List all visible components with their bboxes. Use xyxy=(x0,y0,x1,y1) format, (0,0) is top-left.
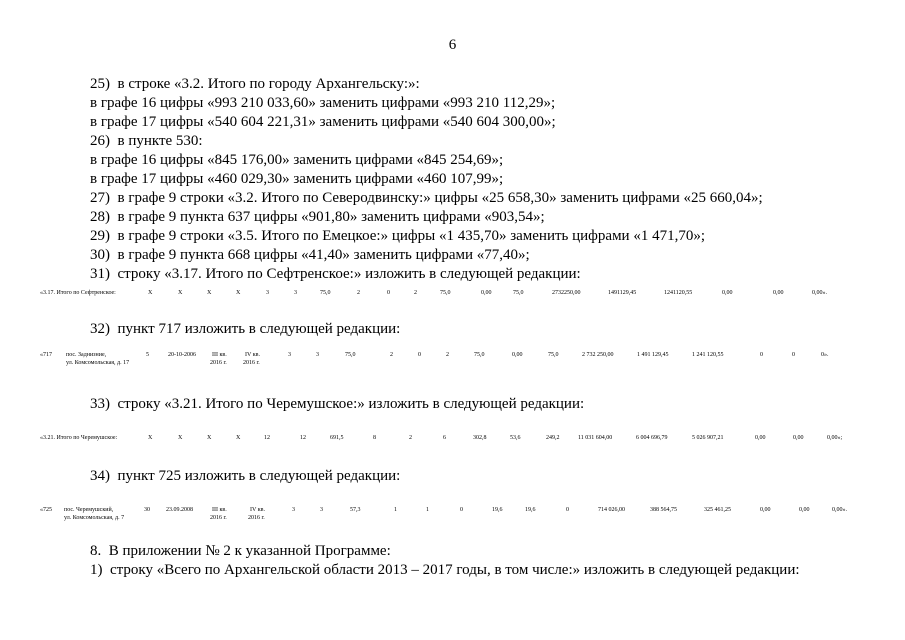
table-cell: X xyxy=(148,290,153,296)
table-cell: 3 xyxy=(316,352,319,358)
table-cell: 1 xyxy=(394,507,397,513)
table-cell: 2 xyxy=(414,290,417,296)
table-cell: 5 xyxy=(146,352,149,358)
table-cell: 0,00 xyxy=(755,435,766,441)
amendment-line-27: 27) в графе 9 строки «3.2. Итого по Северодвинску:» цифры «25 658,30» заменить цифрами «25 660,04»; xyxy=(90,190,763,206)
row-label: «3.21. Итого по Черемушское: xyxy=(40,435,118,441)
amendment-line-32: 32) пункт 717 изложить в следующей редакции: xyxy=(90,321,401,337)
table-cell: 0 xyxy=(792,352,795,358)
table-cell: 0,00 xyxy=(512,352,523,358)
table-cell: 75,0 xyxy=(513,290,524,296)
amendment-line-33: 33) строку «3.21. Итого по Черемушское:» изложить в следующей редакции: xyxy=(90,396,585,412)
table-cell: X xyxy=(207,435,212,441)
table-cell: 2732250,00 xyxy=(552,290,581,296)
amendment-line-26a: в графе 16 цифры «845 176,00» заменить цифрами «845 254,69»; xyxy=(90,152,504,168)
table-cell: X xyxy=(236,290,241,296)
table-cell: 3 xyxy=(294,290,297,296)
amendment-line-31: 31) строку «3.17. Итого по Сефтренское:» изложить в следующей редакции: xyxy=(90,266,581,282)
appendix-heading: 8. В приложении № 2 к указанной Программе: xyxy=(90,543,391,559)
table-cell: X xyxy=(178,435,183,441)
table-cell: 0 xyxy=(566,507,569,513)
table-cell: 3 xyxy=(320,507,323,513)
table-cell: 0». xyxy=(821,352,829,358)
table-cell: 57,3 xyxy=(350,507,361,513)
table-cell: 30 xyxy=(144,507,150,513)
table-cell: 0,00 xyxy=(793,435,804,441)
table-cell: 714 026,00 xyxy=(598,507,625,513)
table-cell: 1 491 129,45 xyxy=(637,352,669,358)
amendment-line-25b: в графе 17 цифры «540 604 221,31» заменить цифрами «540 604 300,00»; xyxy=(90,114,556,130)
table-cell: 3 xyxy=(292,507,295,513)
amendment-line-28: 28) в графе 9 пункта 637 цифры «901,80» заменить цифрами «903,54»; xyxy=(90,209,545,225)
table-cell: 0 xyxy=(387,290,390,296)
row-number: «717 xyxy=(40,352,52,358)
row-label: «3.17. Итого по Сефтренское: xyxy=(40,290,116,296)
table-cell: X xyxy=(178,290,183,296)
table-cell: 6 xyxy=(443,435,446,441)
table-cell: 0 xyxy=(418,352,421,358)
table-cell: IV кв. xyxy=(245,352,260,358)
table-cell: 2 xyxy=(409,435,412,441)
table-cell: 388 564,75 xyxy=(650,507,677,513)
table-cell: III кв. xyxy=(212,507,227,513)
table-cell: 0 xyxy=(460,507,463,513)
table-cell: 19,6 xyxy=(525,507,536,513)
table-cell: 75,0 xyxy=(474,352,485,358)
table-cell: X xyxy=(236,435,241,441)
table-cell: 325 461,25 xyxy=(704,507,731,513)
table-cell: 20-10-2006 xyxy=(168,352,196,358)
table-cell: 2016 г. xyxy=(243,360,260,366)
table-cell: 302,8 xyxy=(473,435,487,441)
table-cell: 0,00 xyxy=(481,290,492,296)
amendment-line-29: 29) в графе 9 строки «3.5. Итого по Емецкое:» цифры «1 435,70» заменить цифрами «1 471,70»; xyxy=(90,228,705,244)
page-number: 6 xyxy=(448,37,457,53)
table-cell: 2 xyxy=(390,352,393,358)
table-cell: 75,0 xyxy=(548,352,559,358)
table-cell: 0,00 xyxy=(722,290,733,296)
address-line-2: ул. Комсомольская, д. 7 xyxy=(64,515,125,521)
table-cell: 0,00». xyxy=(832,507,847,513)
table-cell: 691,5 xyxy=(330,435,344,441)
table-cell: 1 241 120,55 xyxy=(692,352,724,358)
table-cell: 75,0 xyxy=(440,290,451,296)
table-cell: 53,6 xyxy=(510,435,521,441)
table-cell: 23.09.2008 xyxy=(166,507,193,513)
table-cell: 0 xyxy=(760,352,763,358)
address-line-2: ул. Комсомольская, д. 17 xyxy=(66,360,130,366)
table-cell: 249,2 xyxy=(546,435,560,441)
amendment-line-25a: в графе 16 цифры «993 210 033,60» заменить цифрами «993 210 112,29»; xyxy=(90,95,556,111)
table-cell: 75,0 xyxy=(320,290,331,296)
amendment-line-26b: в графе 17 цифры «460 029,30» заменить цифрами «460 107,99»; xyxy=(90,171,504,187)
table-cell: 2016 г. xyxy=(210,515,227,521)
table-cell: 3 xyxy=(288,352,291,358)
table-cell: 6 004 696,79 xyxy=(636,435,668,441)
table-cell: 1491129,45 xyxy=(608,290,637,296)
table-cell: 11 031 604,00 xyxy=(578,435,613,441)
table-cell: 8 xyxy=(373,435,376,441)
appendix-line-1: 1) строку «Всего по Архангельской области 2013 – 2017 годы, в том числе:» изложить в следующей редакции: xyxy=(90,562,800,578)
amendment-line-26: 26) в пункте 530: xyxy=(90,133,203,149)
table-cell: 19,6 xyxy=(492,507,503,513)
table-cell: 3 xyxy=(266,290,269,296)
table-cell: X xyxy=(148,435,153,441)
table-cell: 2016 г. xyxy=(248,515,265,521)
row-number: «725 xyxy=(40,507,52,513)
table-cell: 2 xyxy=(446,352,449,358)
table-cell: 0,00». xyxy=(812,290,827,296)
table-cell: X xyxy=(207,290,212,296)
table-cell: 0,00 xyxy=(799,507,810,513)
amendment-line-30: 30) в графе 9 пункта 668 цифры «41,40» заменить цифрами «77,40»; xyxy=(90,247,530,263)
table-cell: 5 026 907,21 xyxy=(692,435,724,441)
table-cell: 1241120,55 xyxy=(664,290,693,296)
table-cell: 2 xyxy=(357,290,360,296)
table-cell: III кв. xyxy=(212,352,227,358)
table-cell: 2016 г. xyxy=(210,360,227,366)
table-cell: 12 xyxy=(264,435,270,441)
table-cell: 0,00»; xyxy=(827,435,843,441)
table-cell: 75,0 xyxy=(345,352,356,358)
amendment-line-34: 34) пункт 725 изложить в следующей редакции: xyxy=(90,468,401,484)
table-cell: 0,00 xyxy=(773,290,784,296)
table-cell: 12 xyxy=(300,435,306,441)
table-cell: 2 732 250,00 xyxy=(582,352,614,358)
table-cell: 1 xyxy=(426,507,429,513)
address-line-1: пос. Черемушский, xyxy=(64,507,114,513)
table-cell: IV кв. xyxy=(250,507,265,513)
address-line-1: пос. Заднизние, xyxy=(66,352,107,358)
amendment-line-25: 25) в строке «3.2. Итого по городу Архангельску:»: xyxy=(90,76,420,92)
table-cell: 0,00 xyxy=(760,507,771,513)
